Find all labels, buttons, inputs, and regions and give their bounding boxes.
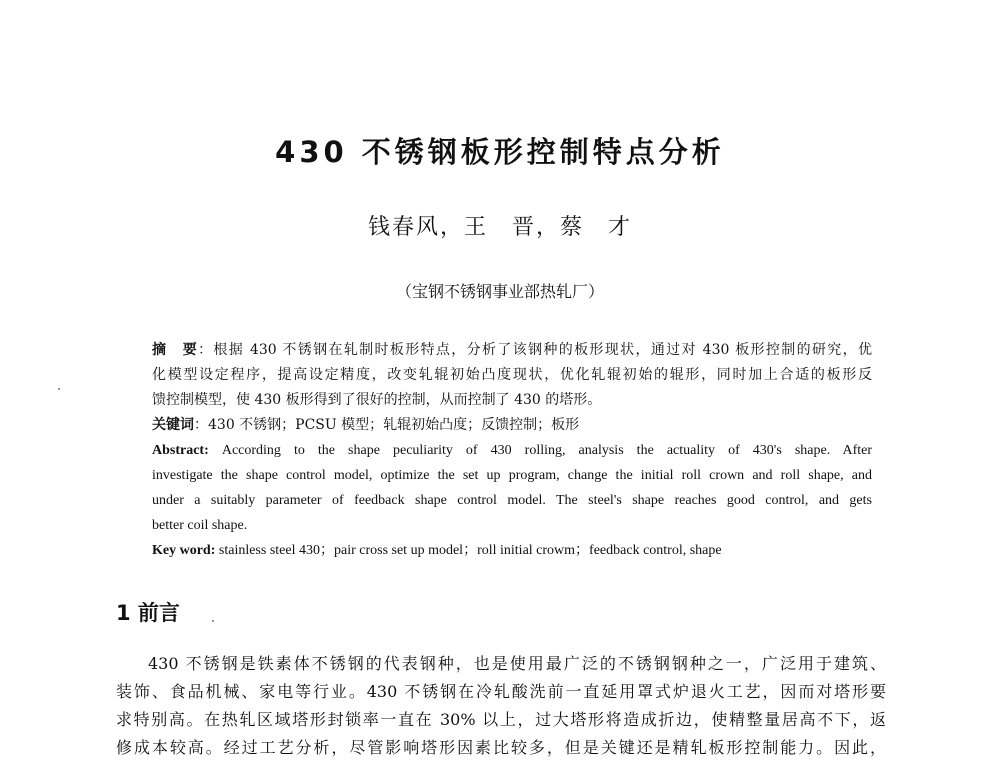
abstract-cn-line-1: [152, 338, 872, 363]
keywords-cn: [152, 413, 872, 438]
abstract-block: [152, 338, 872, 563]
abstract-en-line-1: [152, 438, 872, 463]
scan-speck: [58, 388, 60, 390]
abstract-en-text-1: According to the shape peculiarity of 430 rolling, analysis the actuality of 430's shape. After: [221, 443, 873, 458]
keywords-en-text: stainless steel 430；pair cross set up model；roll initial crowm；feedback control, shape: [218, 543, 722, 558]
section-body: [116, 650, 886, 760]
abstract-cn-line-3: 馈控制模型，使 430 板形得到了很好的控制，从而控制了 430 的塔形。: [152, 392, 602, 408]
paper-title: 430 不锈钢板形控制特点分析: [275, 135, 725, 169]
body-line-2: 装饰、食品机械、家电等行业。430 不锈钢在冷轧酸洗前一直延用罩式炉退火工艺，因而对塔形要: [116, 682, 886, 701]
scan-speck: [212, 620, 214, 622]
abstract-en-line-3: under a suitably parameter of feedback shape control model. The steel's shape reaches good control, and gets: [152, 493, 872, 508]
section-heading: 1 前言: [116, 601, 180, 625]
abstract-en-label: Abstract:: [152, 443, 209, 458]
abstract-cn-line-2: 化模型设定程序，提高设定精度，改变轧辊初始凸度现状，优化轧辊初始的辊形，同时加上合适的板形反: [152, 367, 872, 383]
keywords-cn-text: ：430 不锈钢；PCSU 模型；轧辊初始凸度；反馈控制；板形: [194, 417, 580, 433]
keywords-en-label: Key word:: [152, 543, 216, 558]
author-affiliation: （宝钢不锈钢事业部热轧厂）: [395, 282, 604, 301]
abstract-en-line-2: investigate the shape control model, optimize the set up program, change the initial roll crown and roll shape, and: [152, 468, 872, 483]
abstract-en-line-4: better coil shape.: [152, 518, 248, 533]
author-list: 钱春风，王 晋，蔡 才: [367, 215, 632, 240]
body-line-1: 430 不锈钢是铁素体不锈钢的代表钢种，也是使用最广泛的不锈钢钢种之一，广泛用于建筑、: [148, 654, 886, 673]
abstract-cn-text-1: ：根据 430 不锈钢在轧制时板形特点，分析了该钢种的板形现状，通过对 430 板形控制的研究，优: [198, 342, 873, 358]
keywords-en: [152, 538, 872, 563]
keywords-cn-label: 关键词: [152, 417, 194, 433]
abstract-cn-label: 摘 要: [152, 342, 199, 358]
body-line-3: 求特别高。在热轧区域塔形封锁率一直在 30% 以上，过大塔形将造成折边，使精整量居高不下，返: [116, 710, 886, 729]
body-line-4: 修成本较高。经过工艺分析，尽管影响塔形因素比较多，但是关键还是精轧板形控制能力。因此，: [116, 738, 886, 757]
